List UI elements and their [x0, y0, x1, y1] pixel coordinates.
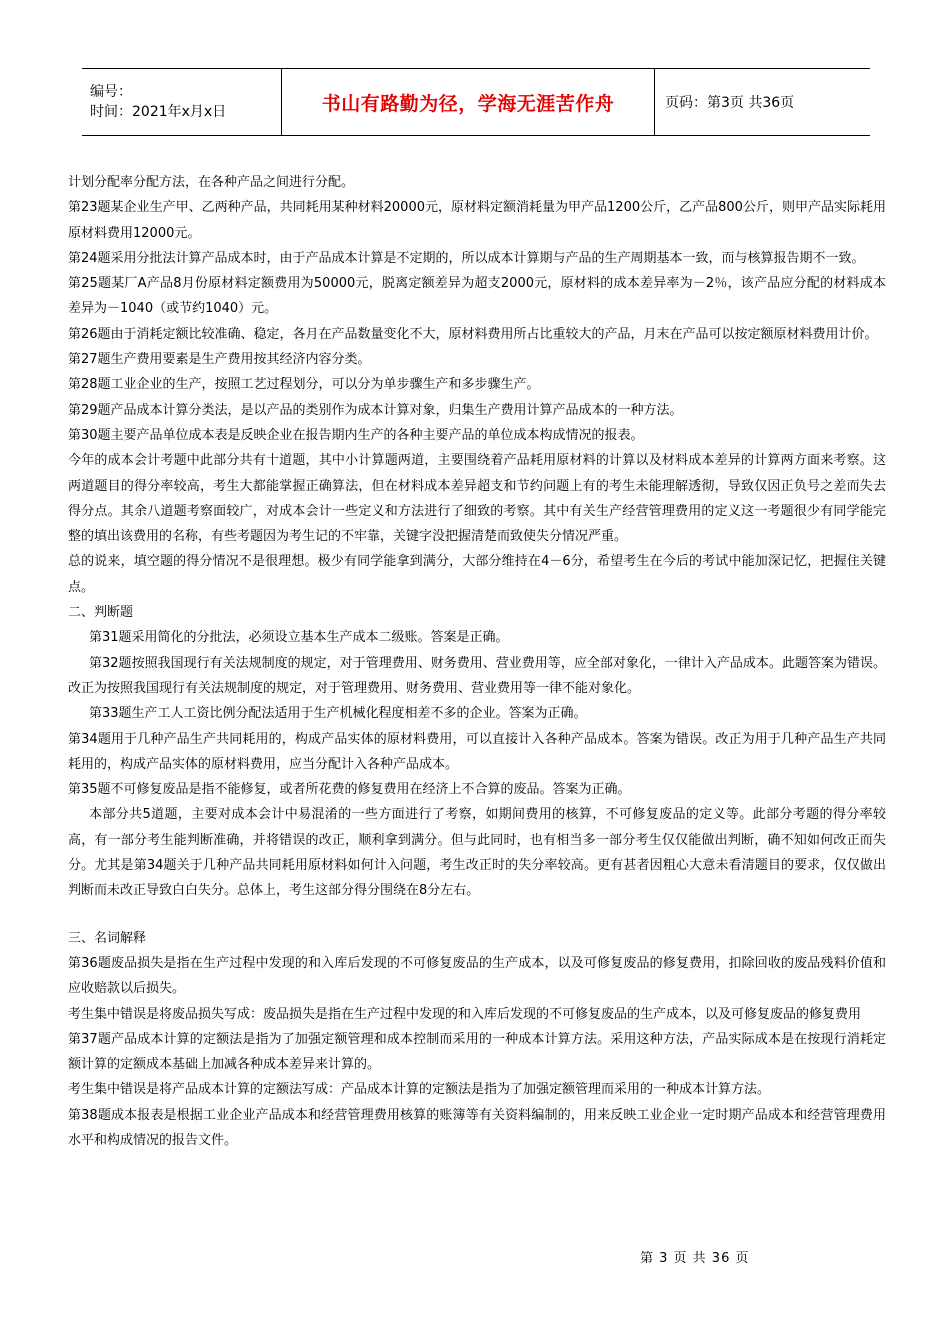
- document-body: [68, 170, 886, 1153]
- paragraph: 第32题按照我国现行有关法规制度的规定，对于管理费用、财务费用、营业费用等，应全部对象化，一律计入产品成本。此题答案为错误。改正为按照我国现行有关法规制度的规定，对于管理费用、财务费用、营业费用等一律不能对象化。: [68, 655, 886, 696]
- paragraph: 第24题采用分批法计算产品成本时，由于产品成本计算是不定期的，所以成本计算期与产品的生产周期基本一致，而与核算报告期不一致。: [68, 250, 865, 266]
- paragraph: 计划分配率分配方法，在各种产品之间进行分配。: [68, 175, 355, 190]
- paragraph: 第34题用于几种产品生产共同耗用的，构成产品实体的原材料费用，可以直接计入各种产品成本。答案为错误。改正为用于几种产品生产共同耗用的，构成产品实体的原材料费用，应当分配计入各种产品成本。: [68, 731, 886, 772]
- document-date: 时间：2021年x月x日: [90, 104, 227, 120]
- paragraph: 第37题产品成本计算的定额法是指为了加强定额管理和成本控制而采用的一种成本计算方法。采用这种方法，产品实际成本是在按现行消耗定额计算的定额成本基础上加减各种成本差异来计算的。: [68, 1031, 886, 1073]
- paragraph: 今年的成本会计考题中此部分共有十道题，其中小计算题两道，主要围绕着产品耗用原材料的计算以及材料成本差异的计算两方面来考察。这两道题目的得分率较高，考生大都能掌握正确算法，但在材料成本差异超支和节约问题上有的考生未能理解透彻，导致仅因正负号之差而失去得分点。其余八道题考察面较广，对成本会计一些定义和方法进行了细致的考察。其中有关生产经营管理费用的定义这一考题很少有同学能完整的填出该费用的名称，有些考题因为考生记的不牢靠，关键字没把握清楚而致使失分情况严重。: [68, 453, 886, 545]
- paragraph: 三、名词解释: [68, 930, 147, 946]
- paragraph-gap: [68, 904, 886, 926]
- page-number: 页码：第3页 共36页: [665, 95, 795, 111]
- paragraph: 第29题产品成本计算分类法，是以产品的类别作为成本计算对象，归集生产费用计算产品成本的一种方法。: [68, 402, 683, 418]
- paragraph: 第33题生产工人工资比例分配法适用于生产机械化程度相差不多的企业。答案为正确。: [89, 706, 587, 722]
- paragraph: 考生集中错误是将废品损失写成：废品损失是指在生产过程中发现的和入库后发现的不可修复废品的生产成本，以及可修复废品的修复费用: [68, 1006, 862, 1022]
- paragraph: 第23题某企业生产甲、乙两种产品，共同耗用某种材料20000元，原材料定额消耗量为甲产品1200公斤，乙产品800公斤，则甲产品实际耗用原材料费用12000元。: [68, 200, 886, 241]
- paragraph: 第38题成本报表是根据工业企业产品成本和经营管理费用核算的账簿等有关资料编制的，用来反映工业企业一定时期产品成本和经营管理费用水平和构成情况的报告文件。: [68, 1107, 886, 1148]
- paragraph: 第27题生产费用要素是生产费用按其经济内容分类。: [68, 352, 371, 368]
- paragraph: 第31题采用简化的分批法，必须设立基本生产成本二级账。答案是正确。: [89, 630, 509, 646]
- paragraph: 总的说来，填空题的得分情况不是很理想。极少有同学能拿到满分，大部分维持在4－6分，希望考生在今后的考试中能加深记忆，把握住关键点。: [68, 554, 886, 595]
- paragraph: 第26题由于消耗定额比较准确、稳定，各月在产品数量变化不大，原材料费用所占比重较大的产品，月末在产品可以按定额原材料费用计价。: [68, 326, 878, 342]
- header-page-cell: [655, 69, 870, 135]
- paragraph: 第36题废品损失是指在生产过程中发现的和入库后发现的不可修复废品的生产成本，以及可修复废品的修复费用，扣除回收的废品残料价值和应收赔款以后损失。: [68, 955, 886, 997]
- paragraph: 二、判断题: [68, 605, 134, 621]
- paragraph: 第30题主要产品单位成本表是反映企业在报告期内生产的各种主要产品的单位成本构成情况的报表。: [68, 427, 644, 443]
- paragraph: 第28题工业企业的生产，按照工艺过程划分，可以分为单步骤生产和多步骤生产。: [68, 377, 540, 393]
- header-table: [82, 68, 870, 136]
- header-motto-cell: [282, 69, 655, 135]
- paragraph: 第25题某厂A产品8月份原材料定额费用为50000元，脱离定额差异为超支2000元，原材料的成本差异率为－2％，该产品应分配的材料成本差异为－1040（或节约1040）元。: [68, 276, 886, 317]
- paragraph: 考生集中错误是将产品成本计算的定额法写成：产品成本计算的定额法是指为了加强定额管理而采用的一种成本计算方法。: [68, 1082, 771, 1098]
- paragraph: 第35题不可修复废品是指不能修复，或者所花费的修复费用在经济上不合算的废品。答案为正确。: [68, 782, 631, 798]
- page-footer: 第 3 页 共 36 页: [640, 1251, 750, 1266]
- paragraph: 本部分共5道题，主要对成本会计中易混淆的一些方面进行了考察，如期间费用的核算，不可修复废品的定义等。此部分考题的得分率较高，有一部分考生能判断准确，并将错误的改正，顺利拿到满分。但与此同时，也有相当多一部分考生仅仅能做出判断，确不知如何改正而失分。尤其是第34题关于几种产品共同耗用原材料如何计入问题，考生改正时的失分率较高。更有甚者因粗心大意未看清题目的要求，仅仅做出判断而未改正导致白白失分。总体上，考生这部分得分围绕在8分左右。: [68, 807, 886, 899]
- motto-text: 书山有路勤为径，学海无涯苦作舟: [321, 92, 615, 115]
- header-left-cell: [82, 69, 282, 135]
- document-number: 编号：: [90, 84, 132, 100]
